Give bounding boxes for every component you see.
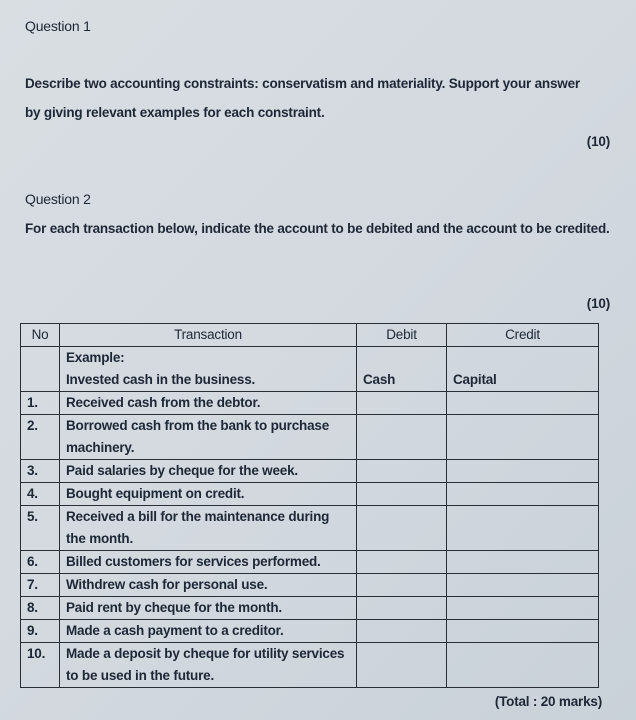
row-number: 9. xyxy=(21,620,60,643)
transaction-cell xyxy=(60,415,357,460)
transaction-cell xyxy=(60,506,357,551)
transaction-cell xyxy=(60,620,357,643)
question-1-title: Question 1 xyxy=(25,18,91,34)
header-debit: Debit xyxy=(357,324,447,347)
transaction-text: to be used in the future. xyxy=(66,668,215,683)
table-row xyxy=(21,620,599,643)
credit-cell[interactable]: Capital xyxy=(447,347,599,392)
debit-cell[interactable] xyxy=(357,597,447,620)
debit-cell[interactable] xyxy=(357,392,447,415)
transaction-text: Bought equipment on credit. xyxy=(66,486,245,501)
debit-cell[interactable] xyxy=(357,574,447,597)
table-row xyxy=(21,643,599,688)
transaction-text: Made a deposit by cheque for utility services xyxy=(66,646,345,661)
credit-cell[interactable] xyxy=(447,643,599,688)
credit-cell[interactable] xyxy=(447,597,599,620)
debit-cell[interactable] xyxy=(357,460,447,483)
table-row xyxy=(21,415,599,460)
transaction-text: Received cash from the debtor. xyxy=(66,395,261,410)
transaction-cell xyxy=(60,347,357,392)
transaction-cell xyxy=(60,643,357,688)
transaction-cell xyxy=(60,574,357,597)
transaction-cell xyxy=(60,597,357,620)
table-row xyxy=(21,347,599,392)
transaction-text: Withdrew cash for personal use. xyxy=(66,577,268,592)
debit-cell[interactable] xyxy=(357,483,447,506)
row-number: 3. xyxy=(21,460,60,483)
credit-cell[interactable] xyxy=(447,620,599,643)
debit-cell[interactable] xyxy=(357,551,447,574)
transaction-text: Billed customers for services performed. xyxy=(66,554,321,569)
credit-cell[interactable] xyxy=(447,392,599,415)
transaction-text: Received a bill for the maintenance during xyxy=(66,509,330,524)
transaction-text: the month. xyxy=(66,531,133,546)
table-row xyxy=(21,551,599,574)
debit-cell[interactable] xyxy=(357,506,447,551)
table-header-row xyxy=(21,324,599,347)
transaction-cell xyxy=(60,392,357,415)
credit-cell[interactable] xyxy=(447,415,599,460)
header-no: No xyxy=(21,324,60,347)
row-number: 8. xyxy=(21,597,60,620)
debit-cell[interactable]: Cash xyxy=(357,347,447,392)
transaction-text: Made a cash payment to a creditor. xyxy=(66,623,284,638)
table-row xyxy=(21,597,599,620)
credit-cell[interactable] xyxy=(447,506,599,551)
transaction-cell xyxy=(60,551,357,574)
transaction-text: Invested cash in the business. xyxy=(66,372,256,387)
question-1-text: Describe two accounting constraints: conservatism and materiality. Support your answer xyxy=(25,76,580,91)
header-transaction: Transaction xyxy=(60,324,357,347)
transaction-cell xyxy=(60,460,357,483)
debit-cell[interactable] xyxy=(357,415,447,460)
header-credit: Credit xyxy=(447,324,599,347)
table-row xyxy=(21,574,599,597)
row-number: 4. xyxy=(21,483,60,506)
row-number: 2. xyxy=(21,415,60,460)
row-number xyxy=(21,347,60,392)
credit-cell[interactable] xyxy=(447,483,599,506)
table-row xyxy=(21,483,599,506)
table-row xyxy=(21,392,599,415)
transactions-table xyxy=(20,323,599,688)
credit-cell[interactable] xyxy=(447,574,599,597)
transaction-cell xyxy=(60,483,357,506)
debit-cell[interactable] xyxy=(357,620,447,643)
question-2-text: For each transaction below, indicate the account to be debited and the account to be credited. xyxy=(25,221,610,236)
transaction-text: Paid salaries by cheque for the week. xyxy=(66,463,298,478)
row-number: 10. xyxy=(21,643,60,688)
question-1-marks: (10) xyxy=(586,134,610,149)
debit-cell[interactable] xyxy=(357,643,447,688)
credit-cell[interactable] xyxy=(447,460,599,483)
total-marks: (Total : 20 marks) xyxy=(494,694,602,709)
transaction-text: machinery. xyxy=(66,440,135,455)
row-number: 5. xyxy=(21,506,60,551)
transaction-text: Example: xyxy=(66,350,125,365)
transaction-text: Borrowed cash from the bank to purchase xyxy=(66,418,330,433)
row-number: 1. xyxy=(21,392,60,415)
credit-cell[interactable] xyxy=(447,551,599,574)
question-2-marks: (10) xyxy=(586,296,610,311)
table-row xyxy=(21,506,599,551)
transaction-text: Paid rent by cheque for the month. xyxy=(66,600,282,615)
row-number: 7. xyxy=(21,574,60,597)
question-1-text-cont: by giving relevant examples for each constraint. xyxy=(25,105,325,120)
table-row xyxy=(21,460,599,483)
question-2-title: Question 2 xyxy=(25,191,91,207)
row-number: 6. xyxy=(21,551,60,574)
